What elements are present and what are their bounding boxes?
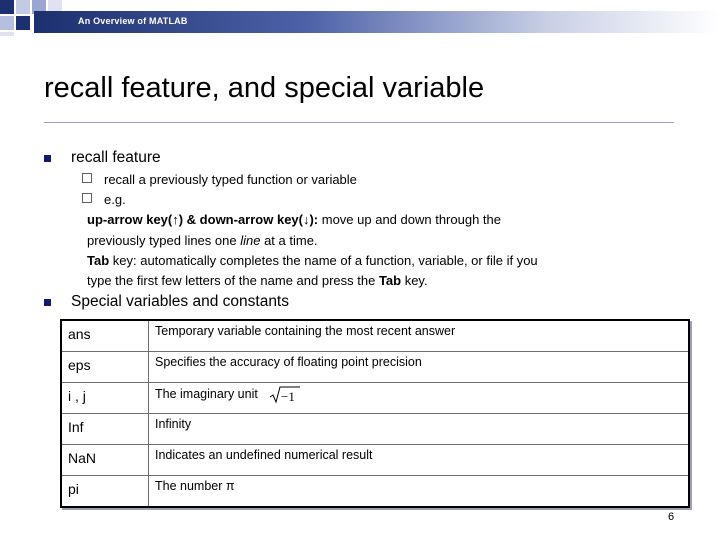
list-item-text: recall a previously typed function or variable (104, 172, 357, 187)
tab-key-label: Tab (87, 253, 110, 268)
table-row (61, 476, 689, 508)
variable-name: i , j (61, 383, 149, 414)
section-heading-special: Special variables and constants (71, 293, 289, 310)
list-item (82, 192, 126, 207)
special-variables-table (60, 319, 690, 508)
table-row (61, 445, 689, 476)
variable-description: The number π (149, 476, 690, 508)
checkbox-bullet-icon (82, 193, 92, 203)
deco-square (16, 16, 30, 30)
list-item-text: e.g. (104, 192, 126, 207)
variable-name: Inf (61, 414, 149, 445)
variable-name: ans (61, 320, 149, 352)
slide-title: recall feature, and special variable (44, 72, 485, 104)
arrow-key-line-1 (87, 212, 501, 227)
variable-name: eps (61, 352, 149, 383)
deco-square (0, 32, 14, 36)
arrow-key-desc: move up and down through the (318, 212, 501, 227)
variable-description: The imaginary unit (155, 387, 258, 401)
table-row (61, 383, 689, 414)
tab-key-desc-2: type the first few letters of the name and press the (87, 273, 379, 288)
square-bullet-icon (44, 155, 51, 162)
variable-description: Indicates an undefined numerical result (149, 445, 690, 476)
variable-name: NaN (61, 445, 149, 476)
variable-description: Specifies the accuracy of floating point precision (149, 352, 690, 383)
banner-title: An Overview of MATLAB (78, 16, 188, 26)
tab-key-line-1 (87, 253, 538, 268)
formula-text: −1 (281, 389, 296, 404)
tab-key-desc-3: key. (401, 273, 428, 288)
list-item (82, 172, 357, 187)
tab-key-label-2: Tab (378, 273, 402, 288)
arrow-key-desc-3: at a time. (260, 233, 318, 248)
deco-square (0, 16, 14, 30)
checkbox-bullet-icon (82, 173, 92, 183)
table-row (61, 352, 689, 383)
square-root-formula (269, 386, 301, 404)
tab-key-line-2 (87, 273, 428, 288)
tab-key-desc: key: automatically completes the name of a function, variable, or file if you (109, 253, 538, 268)
table-row (61, 320, 689, 352)
arrow-key-label: up-arrow key(↑) & down-arrow key(↓): (87, 212, 319, 227)
table-row (61, 414, 689, 445)
deco-square (0, 0, 14, 14)
square-bullet-icon (44, 299, 51, 306)
variable-description-cell (149, 383, 690, 414)
emphasis-line: line (240, 233, 261, 248)
arrow-key-line-2 (87, 233, 318, 248)
section-heading-recall: recall feature (71, 149, 161, 166)
title-divider (44, 122, 674, 123)
variable-description: Infinity (149, 414, 690, 445)
variable-description: Temporary variable containing the most recent answer (149, 320, 690, 352)
arrow-key-desc-2: previously typed lines one (87, 233, 241, 248)
page-number: 6 (668, 511, 675, 523)
variable-name: pi (61, 476, 149, 508)
deco-square (16, 0, 30, 14)
